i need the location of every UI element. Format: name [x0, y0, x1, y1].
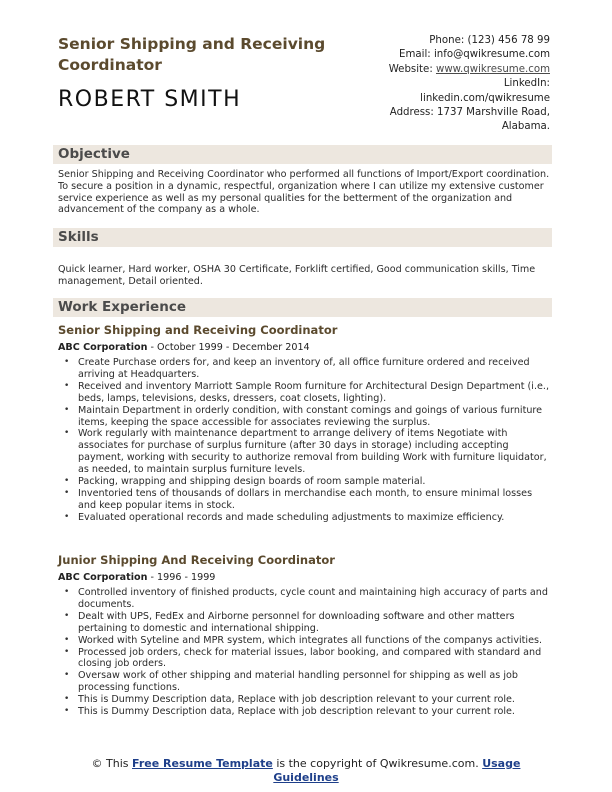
contact-address-line1: Address: 1737 Marshville Road, — [389, 107, 550, 119]
usage-guidelines-link[interactable]: Usage Guidelines — [273, 757, 521, 784]
list-item: • Packing, wrapping and shipping design boards of room sample material. — [64, 476, 552, 488]
list-item: • Received and inventory Marriott Sample Room furniture for Architectural Design Department (i.e., beds, lamps, televisions, desks, dressers, coat closets, lighting). — [64, 381, 552, 405]
list-item: • This is Dummy Description data, Replace with job description relevant to your current role. — [64, 706, 552, 718]
list-item: • Evaluated operational records and made scheduling adjustments to maximize efficiency. — [64, 512, 552, 524]
company-name-2: ABC Corporation — [58, 572, 148, 583]
contact-email: Email: info@qwikresume.com — [399, 49, 550, 61]
list-item: • Work regularly with maintenance department to arrange delivery of items Negotiate with associates for purchase of surplus furniture (after 30 days in storage) including accepting payment, working with security to authorize removal from building Work with furniture liquidator, as needed, to maintain surplus furniture levels. — [64, 428, 552, 476]
section-title-work-experience: Work Experience — [58, 299, 186, 315]
list-item: • Dealt with UPS, FedEx and Airborne personnel for downloading software and other matters pertaining to domestic and international shipping. — [64, 611, 552, 635]
list-item: • This is Dummy Description data, Replace with job description relevant to your current role. — [64, 694, 552, 706]
resume-header — [58, 34, 558, 133]
website-label: Website: — [388, 63, 436, 75]
list-item: • Maintain Department in orderly condition, with constant comings and goings of various furniture items, keeping the space accessible for associates reviewing the surplus. — [64, 405, 552, 429]
list-item: • Worked with Syteline and MPR system, which integrates all functions of the companys activities. — [64, 635, 552, 647]
section-title-skills: Skills — [58, 229, 99, 245]
job-dates-1: - October 1999 - December 2014 — [147, 342, 310, 353]
section-skills — [53, 228, 552, 247]
contact-website — [350, 63, 550, 77]
job-title-1: Senior Shipping and Receiving Coordinator — [58, 323, 338, 337]
job-company-1 — [58, 342, 310, 354]
contact-block — [350, 34, 550, 135]
section-title-objective: Objective — [58, 146, 130, 162]
contact-address-line2: Alabama. — [501, 121, 550, 133]
list-item: • Create Purchase orders for, and keep an inventory of, all office furniture ordered and received arriving at Headquarters. — [64, 357, 552, 381]
website-link[interactable]: www.qwikresume.com — [435, 63, 550, 75]
job-company-2 — [58, 572, 215, 584]
contact-linkedin-value: linkedin.com/qwikresume — [420, 92, 550, 104]
job-bullets-1 — [64, 357, 552, 524]
footer-copyright — [60, 757, 552, 785]
list-item: • Processed job orders, check for material issues, labor booking, and compared with standard and closing job orders. — [64, 647, 552, 671]
section-work-experience — [53, 298, 552, 317]
footer-prefix: © This — [91, 757, 133, 770]
skills-text: Quick learner, Hard worker, OSHA 30 Certificate, Forklift certified, Good communication skills, Time management, Detail oriented. — [58, 264, 536, 287]
free-resume-template-link[interactable]: Free Resume Template — [132, 757, 273, 770]
objective-text: Senior Shipping and Receiving Coordinator who performed all functions of Import/Export coordination. To secure a position in a dynamic, respectful, organization where I can utilize my extensive customer service experience as well as my personal qualities for the betterment of the organization and advancement of the company as a whole. — [58, 169, 550, 216]
footer-middle: is the copyright of Qwikresume.com. — [272, 757, 483, 770]
job-bullets-2 — [64, 587, 552, 718]
list-item: • Inventoried tens of thousands of dollars in merchandise each month, to ensure minimal losses and keep popular items in stock. — [64, 488, 552, 512]
job-dates-2: - 1996 - 1999 — [147, 572, 216, 583]
contact-linkedin-label: LinkedIn: — [503, 78, 550, 90]
job-title-2: Junior Shipping And Receiving Coordinator — [58, 553, 335, 567]
company-name-1: ABC Corporation — [58, 342, 148, 353]
list-item: • Controlled inventory of finished products, cycle count and maintaining high accuracy of parts and documents. — [64, 587, 552, 611]
candidate-name: ROBERT SMITH — [58, 87, 242, 112]
contact-phone: Phone: (123) 456 78 99 — [429, 35, 550, 46]
section-objective — [53, 145, 552, 164]
job-title: Senior Shipping and Receiving Coordinator — [58, 35, 326, 74]
list-item: • Oversaw work of other shipping and material handling personnel for shipping as well as job processing functions. — [64, 670, 552, 694]
